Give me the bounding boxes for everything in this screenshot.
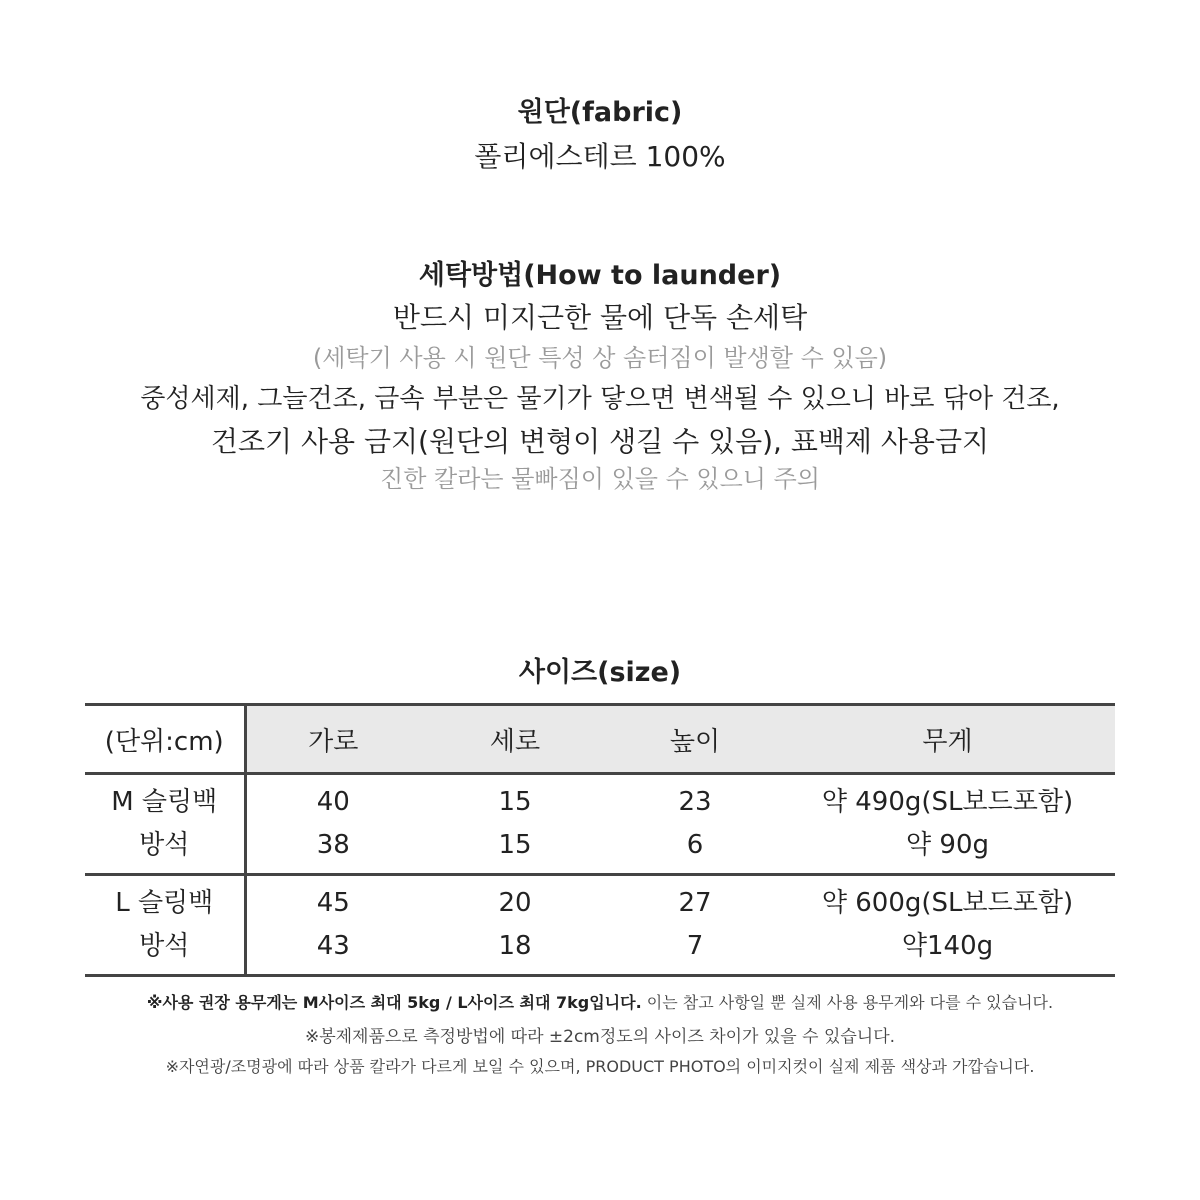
width-value: 45 (316, 888, 350, 918)
header-length: 세로 (420, 705, 610, 774)
length-value: 15 (498, 787, 532, 817)
header-unit: (단위:cm) (85, 705, 245, 774)
height-value: 27 (678, 888, 712, 918)
product-name: L 슬링백 (115, 888, 214, 918)
length-value: 15 (498, 830, 532, 860)
laundry-line-4: 건조기 사용 금지(원단의 변형이 생길 수 있음), 표백제 사용금지 (210, 425, 990, 458)
note-1-bold: ※사용 권장 용무게는 M사이즈 최대 5kg / L사이즈 최대 7kg입니다. (146, 993, 642, 1012)
laundry-line-5: 진한 칼라는 물빠짐이 있을 수 있으니 주의 (380, 465, 820, 493)
width-cell (245, 774, 420, 875)
width-value: 43 (316, 931, 350, 961)
size-table-header (85, 705, 1115, 774)
laundry-line-3: 중성세제, 그늘건조, 금속 부분은 물기가 닿으면 변색될 수 있으니 바로 닦아 건조, (140, 384, 1060, 414)
size-group-l (85, 875, 1115, 976)
laundry-line-1: 반드시 미지근한 물에 단독 손세탁 (392, 301, 808, 334)
product-name-cell (85, 875, 245, 976)
product-name-cell (85, 774, 245, 875)
laundry-line-2: (세탁기 사용 시 원단 특성 상 솜터짐이 발생할 수 있음) (312, 344, 888, 372)
weight-value: 약140g (901, 931, 994, 961)
fabric-content: 폴리에스테르 100% (474, 140, 726, 173)
height-value: 23 (678, 787, 712, 817)
height-value: 7 (686, 931, 704, 961)
note-3: ※자연광/조명광에 따라 상품 칼라가 다르게 보일 수 있으며, PRODUCT PHOTO의 이미지컷이 실제 제품 색상과 가깝습니다. (165, 1057, 1035, 1076)
weight-value: 약 90g (906, 830, 989, 860)
size-title: 사이즈(size) (518, 657, 682, 688)
length-value: 20 (498, 888, 532, 918)
product-name: M 슬링백 (111, 787, 218, 817)
weight-value: 약 490g(SL보드포함) (821, 787, 1074, 817)
height-value: 6 (686, 830, 704, 860)
width-value: 38 (316, 830, 350, 860)
weight-cell (780, 875, 1115, 976)
note-1-rest: 이는 참고 사항일 뿐 실제 사용 용무게와 다를 수 있습니다. (641, 993, 1054, 1012)
weight-cell (780, 774, 1115, 875)
fabric-title: 원단(fabric) (517, 97, 683, 128)
length-cell (420, 774, 610, 875)
product-name: 방석 (139, 931, 190, 961)
size-table (85, 703, 1115, 977)
width-value: 40 (316, 787, 350, 817)
note-2: ※봉제제품으로 측정방법에 따라 ±2cm정도의 사이즈 차이가 있을 수 있습니다. (304, 1027, 896, 1047)
header-width: 가로 (245, 705, 420, 774)
laundry-title: 세탁방법(How to launder) (418, 260, 782, 291)
size-group-m (85, 774, 1115, 875)
width-cell (245, 875, 420, 976)
note-1 (0, 990, 1200, 1013)
height-cell (610, 875, 780, 976)
product-name: 방석 (139, 830, 190, 860)
length-cell (420, 875, 610, 976)
header-weight: 무게 (780, 705, 1115, 774)
height-cell (610, 774, 780, 875)
length-value: 18 (498, 931, 532, 961)
weight-value: 약 600g(SL보드포함) (821, 888, 1074, 918)
header-height: 높이 (610, 705, 780, 774)
